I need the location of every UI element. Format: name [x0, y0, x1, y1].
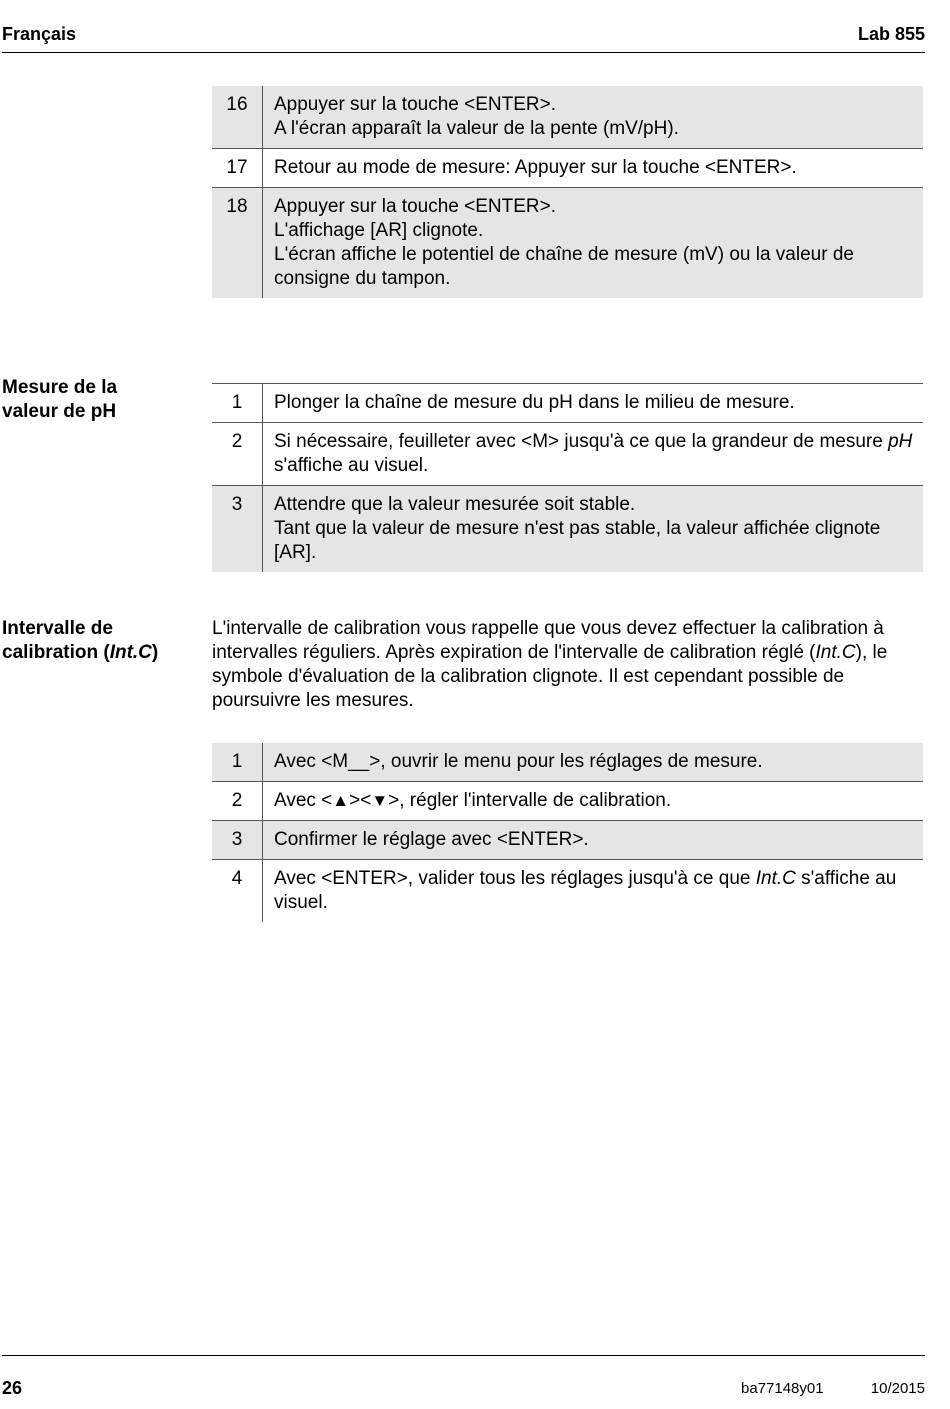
table-row [212, 384, 923, 423]
header-product: Lab 855 [857, 24, 925, 44]
step-text: Avec <▲><▼>, régler l'intervalle de calibration. [274, 790, 672, 811]
step-text: Avec <ENTER>, valider tous les réglages jusqu'à ce que Int.C s'affiche au visuel. [274, 868, 897, 913]
table-row [212, 743, 923, 782]
step-text: Appuyer sur la touche <ENTER>. A l'écran apparaît la valeur de la pente (mV/pH). [274, 94, 679, 139]
step-text: Plonger la chaîne de mesure du pH dans le milieu de mesure. [274, 392, 795, 413]
step-text: Retour au mode de mesure: Appuyer sur la touche <ENTER>. [274, 157, 797, 178]
page-number: 26 [2, 1378, 23, 1398]
page-footer [2, 1355, 925, 1396]
table-row [212, 860, 923, 923]
document-date: 10/2015 [870, 1380, 925, 1397]
step-number: 1 [212, 743, 263, 782]
steps-table-calibration-end [212, 86, 923, 298]
down-arrow-icon: ▼ [371, 791, 389, 810]
steps-table-ph-measurement [212, 383, 923, 572]
table-row [212, 86, 923, 149]
table-row [212, 188, 923, 299]
step-number: 3 [212, 486, 263, 573]
table-row [212, 423, 923, 486]
step-number: 2 [212, 782, 263, 821]
section-heading-calibration-interval: Intervalle de calibration (Int.C) [2, 618, 159, 663]
header-language: Français [2, 24, 77, 44]
table-row [212, 149, 923, 188]
step-text: Si nécessaire, feuilleter avec <M> jusqu'à ce que la grandeur de mesure pH s'affiche au visuel. [274, 431, 913, 476]
step-text: Appuyer sur la touche <ENTER>. L'affichage [AR] clignote. L'écran affiche le potentiel de chaîne de mesure (mV) ou la valeur de consigne du tampon. [274, 196, 854, 289]
steps-table-calibration-interval [212, 743, 923, 922]
step-text: Avec <M__>, ouvrir le menu pour les réglages de mesure. [274, 751, 763, 772]
step-number: 3 [212, 821, 263, 860]
step-number: 17 [212, 149, 263, 188]
up-arrow-icon: ▲ [332, 791, 350, 810]
step-text: Confirmer le réglage avec <ENTER>. [274, 829, 589, 850]
document-id: ba77148y01 [741, 1380, 824, 1397]
step-text: Attendre que la valeur mesurée soit stable. Tant que la valeur de mesure n'est pas stable, la valeur affichée clignote [AR]. [274, 494, 881, 563]
section-heading-ph-measurement: Mesure de la valeur de pH [2, 377, 118, 422]
step-number: 1 [212, 384, 263, 423]
table-row [212, 821, 923, 860]
table-row [212, 782, 923, 821]
step-number: 4 [212, 860, 263, 923]
step-number: 2 [212, 423, 263, 486]
calibration-interval-description: L'intervalle de calibration vous rappelle que vous devez effectuer la calibration à intervalles réguliers. Après expiration de l'intervalle de calibration réglé (Int.C), le symbole d'évaluation de la calibration clignote. Il est cependant possible de poursuivre les mesures. [212, 618, 888, 711]
step-number: 16 [212, 86, 263, 149]
step-number: 18 [212, 188, 263, 299]
page-header [2, 24, 925, 53]
table-row [212, 486, 923, 573]
